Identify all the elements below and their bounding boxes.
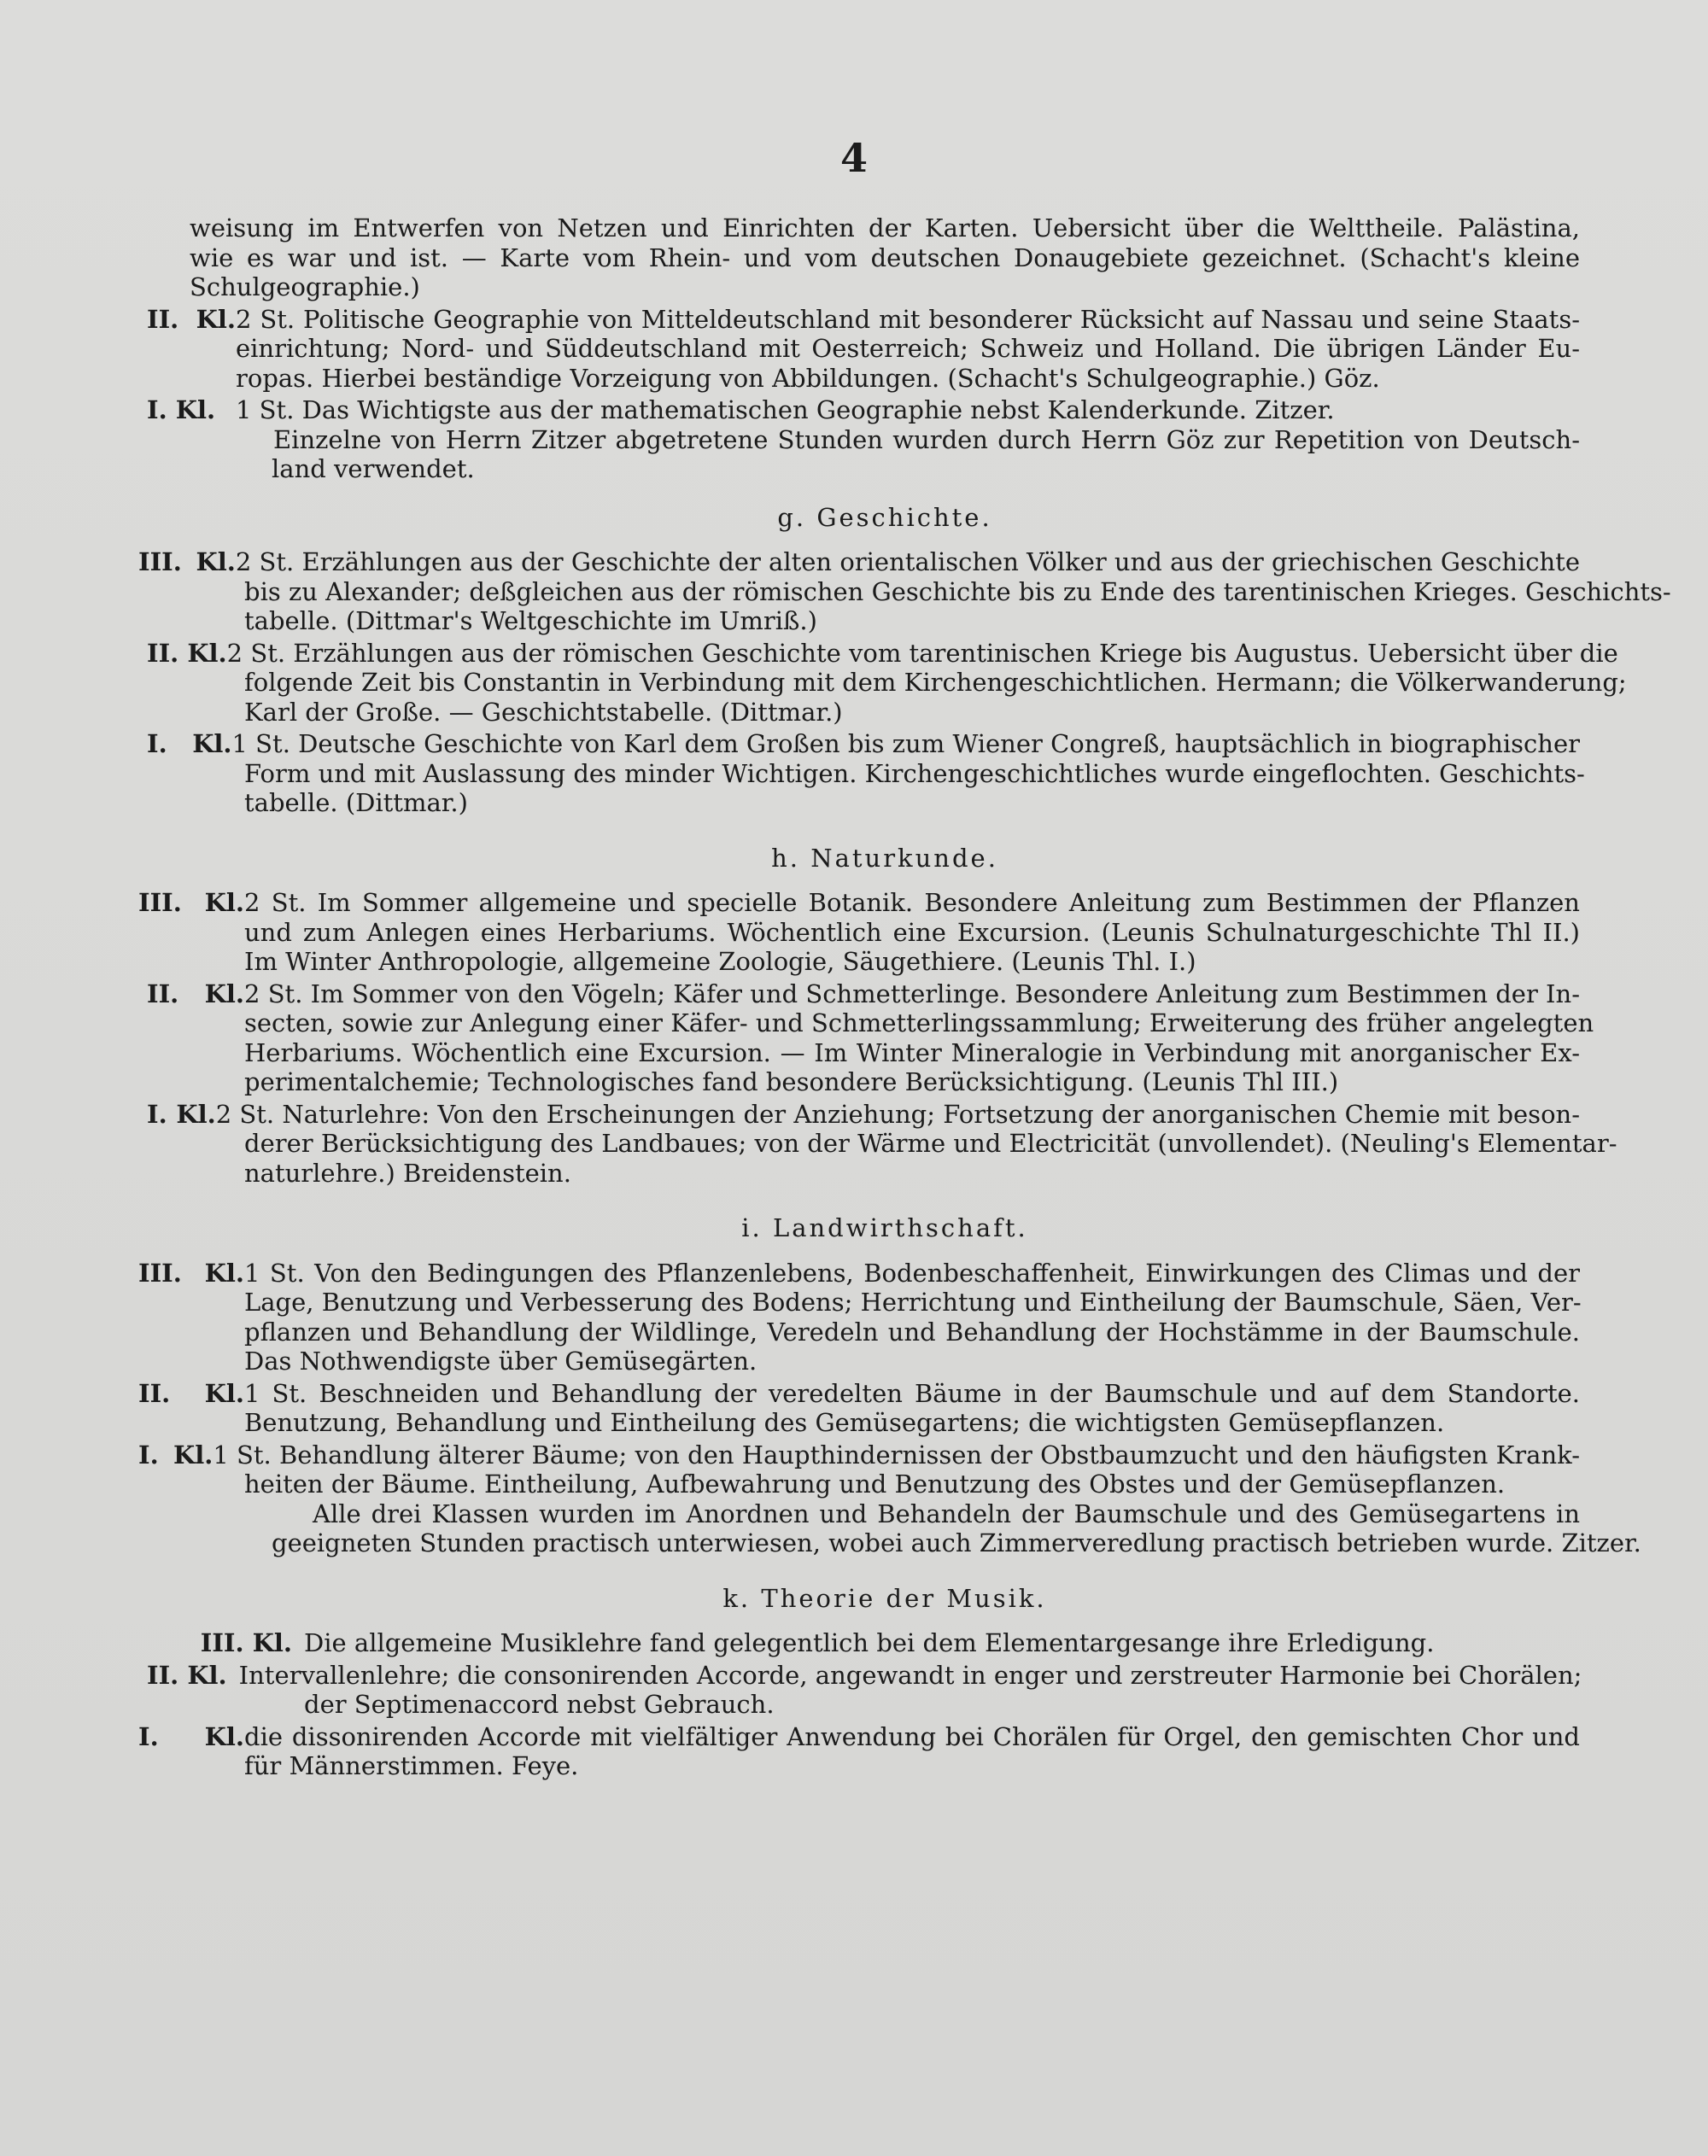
class-label: III. Kl. <box>138 547 236 576</box>
geo-entry-i <box>147 395 1580 425</box>
entry-text: 1 St. Behandlung älterer Bäume; von den Haupthindernissen der Obstbaumzucht und den häufigsten Krank- <box>213 1440 1580 1469</box>
text-line: weisung im Entwerfen von Netzen und Einrichten der Karten. Uebersicht über die Welttheile. Palästina, <box>190 213 1580 242</box>
text-line: für Männerstimmen. Feye. <box>244 1751 579 1780</box>
class-label: I. Kl. <box>138 1440 214 1469</box>
entry-naturkunde-iii <box>138 888 1580 977</box>
text-line: secten, sowie zur Anlegung einer Käfer- und Schmetterlingssammlung; Erweiterung des früher angelegten <box>244 1008 1594 1037</box>
entry-text: 2 St. Politische Geographie von Mitteldeutschland mit besonderer Rücksicht auf Nassau und seine Staats- <box>236 304 1580 334</box>
class-label: II. Kl. <box>147 638 227 668</box>
text-line: Schulgeographie.) <box>190 272 420 301</box>
page-number: 4 <box>839 135 868 181</box>
entry-text: 2 St. Naturlehre: Von den Erscheinungen der Anziehung; Fortsetzung der anorganischen Chemie mit beson- <box>215 1099 1580 1129</box>
class-label: III. Kl. <box>138 888 244 917</box>
text-line <box>147 395 1580 425</box>
entry-text: 2 St. Erzählungen aus der römischen Geschichte vom tarentinischen Kriege bis Augustus. Uebersicht über die <box>226 638 1618 668</box>
text-line <box>147 1628 1580 1658</box>
entry-text: 1 St. Das Wichtigste aus der mathematischen Geographie nebst Kalenderkunde. Zitzer. <box>236 395 1335 424</box>
text-line: Form und mit Auslassung des minder Wichtigen. Kirchengeschichtliches wurde eingeflochten. Geschichts- <box>244 758 1585 788</box>
text-line: heiten der Bäume. Eintheilung, Aufbewahrung und Benutzung des Obstes und der Gemüsepflanzen. <box>244 1469 1506 1499</box>
class-label: II. Kl. <box>147 304 236 334</box>
text-line <box>138 547 1580 577</box>
text-line <box>147 305 1580 335</box>
text-line: naturlehre.) Breidenstein. <box>244 1158 571 1188</box>
text-line: Karl der Große. — Geschichtstabelle. (Dittmar.) <box>244 697 843 727</box>
class-label: II. Kl. <box>138 1378 244 1408</box>
class-label: I. Kl. <box>147 395 216 424</box>
entry-landwirthschaft-iii <box>138 1259 1580 1376</box>
page-content <box>138 213 1671 1781</box>
section-heading-musik: k. Theorie der Musik. <box>722 1583 1047 1613</box>
class-label: I. Kl. <box>147 729 232 758</box>
class-label: III. Kl. <box>138 1258 244 1288</box>
entry-text: 2 St. Im Sommer von den Vögeln; Käfer und Schmetterlinge. Besondere Anleitung zum Bestimmen der In- <box>244 979 1580 1008</box>
entry-musik-iii <box>147 1628 1580 1658</box>
text-line: bis zu Alexander; deßgleichen aus der römischen Geschichte bis zu Ende des tarentinischen Krieges. Geschichts- <box>244 576 1671 606</box>
entry-geschichte-iii <box>138 547 1671 636</box>
section-heading-landwirthschaft: i. Landwirthschaft. <box>741 1213 1028 1242</box>
text-line: Das Nothwendigste über Gemüsegärten. <box>244 1347 757 1376</box>
class-label: I. Kl. <box>147 1099 216 1129</box>
class-label: II. Kl. <box>147 979 244 1008</box>
entry-text: 2 St. Im Sommer allgemeine und specielle Botanik. Besondere Anleitung zum Bestimmen der Pflanzen <box>244 888 1580 917</box>
entry-naturkunde-i <box>147 1099 1617 1189</box>
text-line: folgende Zeit bis Constantin in Verbindung mit dem Kirchengeschichtlichen. Hermann; die Völkerwanderung; <box>244 668 1627 697</box>
entry-geschichte-i <box>147 729 1585 818</box>
text-line <box>138 888 1580 918</box>
entry-text: 1 St. Beschneiden und Behandlung der veredelten Bäume in der Baumschule und auf dem Standorte. <box>244 1378 1580 1408</box>
text-line: tabelle. (Dittmar.) <box>244 788 468 817</box>
text-line: und zum Anlegen eines Herbariums. Wöchentlich eine Excursion. (Leunis Schulnaturgeschichte Thl II.) <box>244 917 1580 947</box>
text-line <box>138 1259 1580 1288</box>
text-line <box>147 979 1580 1009</box>
text-line <box>147 638 1618 669</box>
text-line: wie es war und ist. — Karte vom Rhein- und vom deutschen Donaugebiete gezeichnet. (Schacht's kleine <box>190 242 1580 272</box>
entry-text: 1 St. Von den Bedingungen des Pflanzenlebens, Bodenbeschaffenheit, Einwirkungen des Climas und der <box>244 1258 1580 1288</box>
section-heading-geschichte: g. Geschichte. <box>777 502 992 532</box>
entry-text: die dissonirenden Accorde mit vielfältiger Anwendung bei Chorälen für Orgel, den gemischten Chor und <box>244 1721 1580 1751</box>
text-line: Herbariums. Wöchentlich eine Excursion. — Im Winter Mineralogie in Verbindung mit anorganischer Ex- <box>244 1037 1580 1067</box>
text-line: Einzelne von Herrn Zitzer abgetretene Stunden wurden durch Herrn Göz zur Repetition von Deutsch- <box>273 424 1580 454</box>
class-label: I. Kl. <box>138 1721 244 1751</box>
text-line: Lage, Benutzung und Verbesserung des Bodens; Herrichtung und Eintheilung der Baumschule, Säen, Ver- <box>244 1288 1582 1317</box>
text-line <box>147 1100 1580 1130</box>
entry-musik-ii <box>147 1661 1580 1720</box>
landwirthschaft-note <box>190 1499 1641 1558</box>
text-line <box>138 1440 1580 1470</box>
entry-landwirthschaft-ii <box>138 1379 1580 1438</box>
text-line: Im Winter Anthropologie, allgemeine Zoologie, Säugethiere. (Leunis Thl. I.) <box>244 947 1196 976</box>
text-line: Benutzung, Behandlung und Eintheilung des Gemüsegartens; die wichtigsten Gemüsepflanzen. <box>244 1408 1445 1437</box>
text-line: tabelle. (Dittmar's Weltgeschichte im Umriß.) <box>244 606 817 635</box>
intro-paragraph <box>190 213 1580 302</box>
entry-text: Intervallenlehre; die consonirenden Accorde, angewandt in enger und zerstreuter Harmonie bei Chorälen; <box>238 1660 1582 1690</box>
entry-text: 1 St. Deutsche Geschichte von Karl dem Großen bis zum Wiener Congreß, hauptsächlich in biographischer <box>231 729 1580 758</box>
class-label: III. Kl. <box>200 1628 292 1657</box>
text-line <box>138 1722 1580 1752</box>
text-line: Alle drei Klassen wurden im Anordnen und Behandeln der Baumschule und des Gemüsegartens in <box>313 1499 1580 1528</box>
text-line: einrichtung; Nord- und Süddeutschland mit Oesterreich; Schweiz und Holland. Die übrigen Länder Eu- <box>236 334 1580 363</box>
entry-landwirthschaft-i <box>138 1440 1580 1499</box>
entry-geschichte-ii <box>147 638 1627 727</box>
text-line: land verwendet. <box>272 454 475 483</box>
entry-musik-i <box>138 1722 1580 1781</box>
section-heading-naturkunde: h. Naturkunde. <box>771 843 998 873</box>
text-line: derer Berücksichtigung des Landbaues; von der Wärme und Electricität (unvollendet). (Neuling's Elementar- <box>244 1129 1617 1158</box>
text-line: perimentalchemie; Technologisches fand besondere Berücksichtigung. (Leunis Thl III.) <box>244 1067 1339 1096</box>
text-line: pflanzen und Behandlung der Wildlinge, Veredeln und Behandlung der Hochstämme in der Baumschule. <box>244 1317 1580 1347</box>
entry-naturkunde-ii <box>147 979 1594 1097</box>
entry-text: Die allgemeine Musiklehre fand gelegentlich bei dem Elementargesange ihre Erledigung. <box>304 1628 1435 1657</box>
text-line: ropas. Hierbei beständige Vorzeigung von Abbildungen. (Schacht's Schulgeographie.) Göz. <box>236 363 1380 393</box>
text-line <box>147 1661 1580 1691</box>
geo-note <box>190 425 1580 484</box>
geo-entry-ii <box>147 304 1580 394</box>
text-line: geeigneten Stunden practisch unterwiesen, wobei auch Zimmerveredlung practisch betrieben wurde. Zitzer. <box>272 1528 1641 1557</box>
text-line: der Septimenaccord nebst Gebrauch. <box>304 1690 775 1719</box>
text-line <box>147 729 1580 759</box>
entry-text: 2 St. Erzählungen aus der Geschichte der alten orientalischen Völker und aus der griechischen Geschichte <box>235 547 1580 576</box>
text-line <box>138 1379 1580 1409</box>
class-label: II. Kl. <box>147 1660 227 1690</box>
